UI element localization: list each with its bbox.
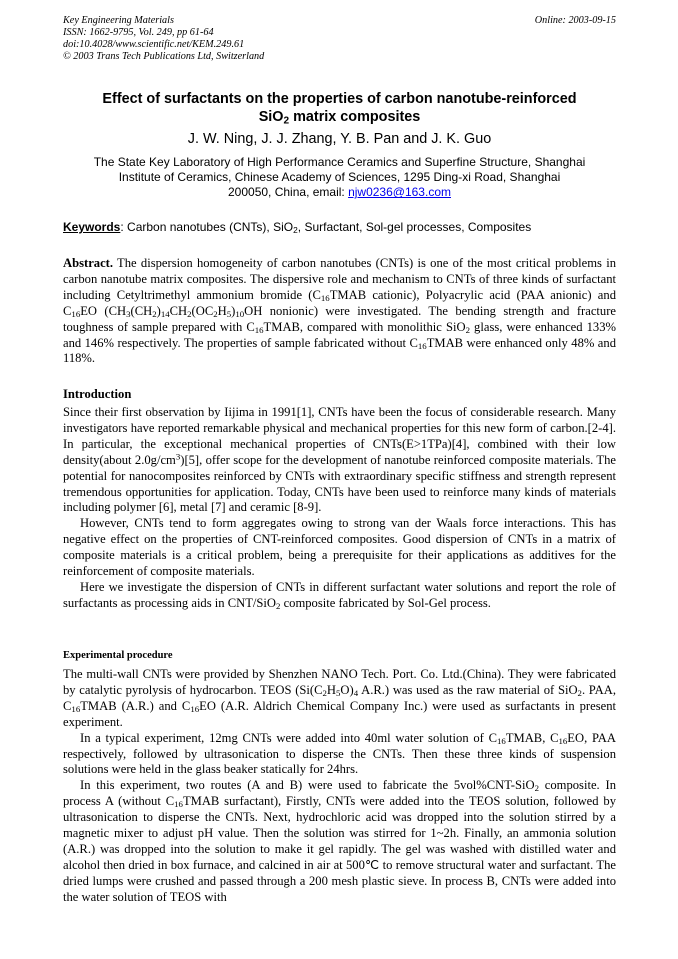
- affiliation-line-2: Institute of Ceramics, Chinese Academy of Sciences, 1295 Ding-xi Road, Shanghai: [118, 170, 561, 185]
- title-line-2: SiO$_2$ matrix composites: [258, 109, 421, 127]
- intro-paragraph-3: Here we investigate the dispersion of CNTs in different surfactant water solutions and report the role of surfactants as processing aids in CNT/SiO$_2$ composite fabricated by Sol-Gel process.: [63, 579, 616, 612]
- keywords-label: Keywords: [63, 220, 121, 234]
- introduction-section: [63, 405, 616, 612]
- intro-paragraph-1: Since their first observation by Iijima in 1991[1], CNTs have been the focus of considerable research. Many investigators have reported remarkable physical and mechanical properties for this new form of carbon.[2-4]. In particular, the exceptional mechanical properties of CNTs(E>1TPa)[4], combined with their low density(about $2.0g/cm^3)[5]$, offer scope for the development of nanotube reinforced composite materials. The potential for nanocomposites reinforced by CNTs with extraordinary specific stiffness and strength represent tremendous opportunities for application. Today, CNTs have been used to reinforce many kinds of materials including polymer [6], metal [7] and ceramic [8-9].: [63, 405, 617, 515]
- exp-paragraph-3: In this experiment, two routes (A and B) were used to fabricate the 5vol%CNT-SiO$_2$ composite. In process A (without $C_{16}TMAB$ surfactant), Firstly, CNTs were added into the TEOS solution, followed by ultrasonication to disperse the CNTs. Next, hydrochloric acid was dropped into the solution stirred by a magnetic mixer to adjust pH value. Then the solution was stirred for 1~2h. Finally, an ammonia solution (A.R.) was dropped into the solution to make it gel rapidly. The gel was washed with distilled water and alcohol then dried in box furnace, and calcined in air at 500℃ to remove structural water and surfactant. The dried lumps were crushed and passed through a 200 mesh plastic sieve. In process B, CNTs were added into the water solution of TEOS with: [63, 778, 617, 904]
- abstract-label: Abstract.: [63, 256, 114, 270]
- online-date: Online: 2003-09-15: [534, 15, 616, 26]
- affiliation: [63, 155, 616, 201]
- title-line-1: Effect of surfactants on the properties of carbon nanotube-reinforced: [102, 91, 577, 107]
- experimental-section: [63, 667, 616, 906]
- intro-paragraph-2: However, CNTs tend to form aggregates owing to strong van der Waals force interactions. This has negative effect on the properties of CNT-reinforced composites. Good dispersion of CNTs in a matrix of composite materials is a critical problem, being a prerequisite for their applications as additives for the reinforcement of composite materials.: [63, 516, 616, 579]
- journal-name: Key Engineering Materials: [63, 15, 174, 26]
- keywords: Keywords: Carbon nanotubes (CNTs), SiO$_2$, Surfactant, Sol-gel processes, Composites: [63, 220, 532, 236]
- introduction-heading: Introduction: [63, 387, 132, 401]
- paper-title: [63, 90, 616, 126]
- affiliation-line-1: The State Key Laboratory of High Performance Ceramics and Superfine Structure, Shanghai: [93, 155, 586, 169]
- copyright-line: © 2003 Trans Tech Publications Ltd, Switzerland: [63, 51, 265, 62]
- email-link[interactable]: njw0236@163.com: [348, 185, 451, 200]
- author-list: J. W. Ning, J. J. Zhang, Y. B. Pan and J. K. Guo: [187, 131, 492, 147]
- issn-line: ISSN: 1662-9795, Vol. 249, pp 61-64: [63, 27, 214, 38]
- abstract: Abstract. The dispersion homogeneity of carbon nanotubes (CNTs) is one of the most critical problems in carbon nanotube matrix composites. The dispersive role and mechanism to CNTs of three kinds of surfactant including Cetyltrimethyl ammonium bromide ($C_{16}TMAB$ cationic), Polyacrylic acid (PAA anionic) and $C_{16}EO$ ($CH_3(CH_2)_{14}CH_2(OC_2H_5)_{10}OH$ nonionic) were investigated. The bending strength and fracture toughness of sample prepared with $C_{16}TMAB$, compared with monolithic SiO$_2$ glass, were enhanced 133% and 146% respectively. The properties of sample fabricated without $C_{16}TMAB$ were enhanced only 48% and 118%.: [63, 256, 617, 366]
- experimental-heading: Experimental procedure: [63, 650, 173, 661]
- exp-paragraph-1: The multi-wall CNTs were provided by Shenzhen NANO Tech. Port. Co. Ltd.(China). They were fabricated by catalytic pyrolysis of hydrocarbon. TEOS ($Si(C_2H_5O)_4$ A.R.) was used as the raw material of SiO$_2$. PAA, $C_{16}TMAB$ (A.R.) and $C_{16}EO$ (A.R. Aldrich Chemical Company Inc.) were used as surfactants in present experiment.: [63, 667, 617, 729]
- journal-header: [63, 15, 616, 63]
- affiliation-line-3: 200050, China, email: njw0236@163.com: [228, 185, 451, 200]
- exp-paragraph-2: In a typical experiment, 12mg CNTs were added into 40ml water solution of $C_{16}TMAB$, $C_{16}EO$, PAA respectively, followed by ultrasonication to disperse the CNTs. Then these three kinds of suspension solutions were held in the glass beaker statically for 24hrs.: [63, 730, 616, 777]
- doi-line: doi:10.4028/www.scientific.net/KEM.249.61: [63, 39, 245, 50]
